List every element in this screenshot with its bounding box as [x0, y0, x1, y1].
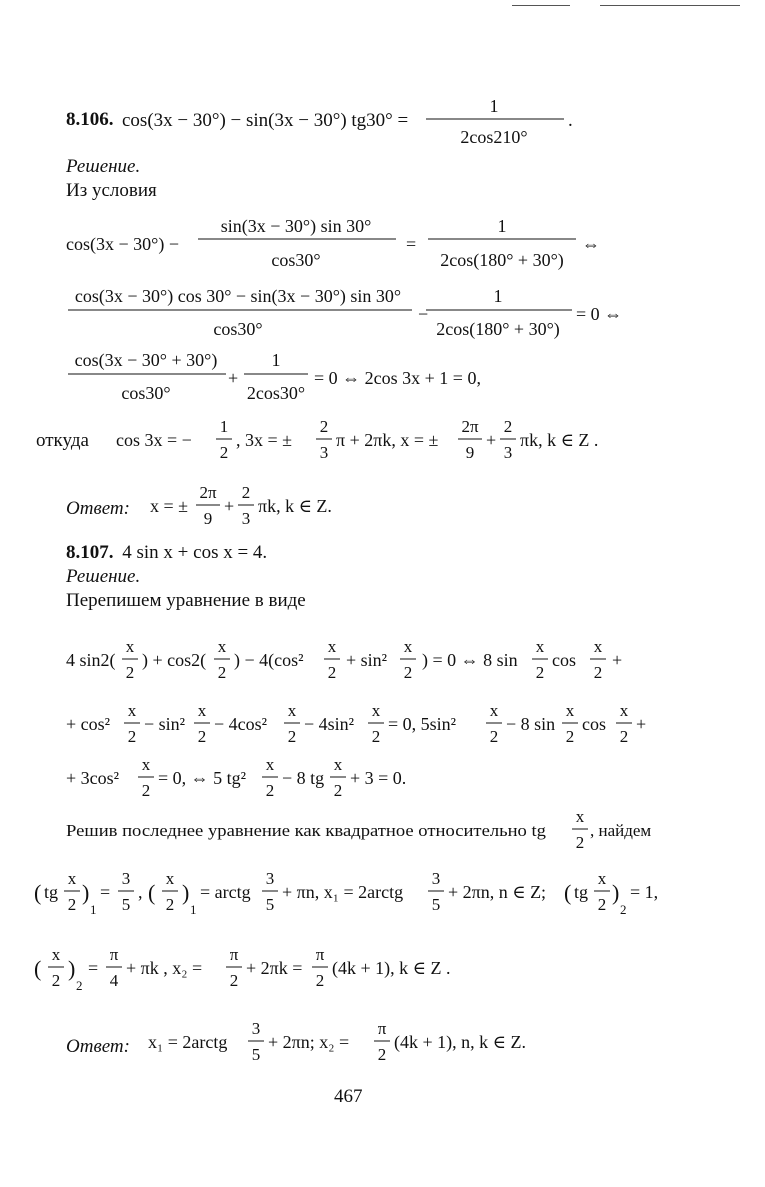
- svg-text:cos30°: cos30°: [121, 383, 171, 403]
- svg-text:x: x: [593, 637, 603, 656]
- svg-text:+: +: [228, 368, 239, 388]
- svg-text:= 0 ⇔ 2cos 3x + 1 = 0,: = 0 ⇔ 2cos 3x + 1 = 0,: [314, 368, 481, 388]
- problem-107-roots-1: [34, 864, 674, 930]
- svg-text:.: .: [568, 110, 573, 131]
- svg-text:2: 2: [575, 833, 585, 852]
- svg-text:−: −: [418, 304, 429, 324]
- problem-107-solution-label: Решение.: [66, 566, 141, 587]
- svg-text:4 sin2(: 4 sin2(: [66, 650, 116, 670]
- svg-text:+ 2πn, n ∈ Z;: + 2πn, n ∈ Z;: [448, 882, 547, 902]
- svg-text:,: ,: [138, 882, 143, 902]
- svg-text:cos30°: cos30°: [271, 250, 321, 270]
- svg-text:x: x: [165, 869, 175, 888]
- svg-text:+: +: [224, 496, 235, 516]
- svg-text:− 8 sin: − 8 sin: [506, 714, 556, 734]
- svg-text:π + 2πk, x = ±: π + 2πk, x = ±: [336, 430, 439, 450]
- svg-text:2π: 2π: [461, 417, 479, 436]
- svg-text:= 0, 5sin²: = 0, 5sin²: [388, 714, 457, 734]
- svg-text:tg: tg: [574, 882, 589, 902]
- svg-text:πk, k ∈ Z .: πk, k ∈ Z .: [520, 430, 599, 450]
- svg-text:1: 1: [497, 216, 507, 236]
- svg-text:2: 2: [219, 443, 229, 462]
- svg-text:π: π: [315, 945, 325, 964]
- svg-text:2: 2: [597, 895, 607, 914]
- svg-text:2: 2: [503, 417, 513, 436]
- svg-text:cos: cos: [582, 714, 606, 734]
- svg-text:5: 5: [251, 1045, 261, 1064]
- svg-text:2: 2: [287, 727, 297, 746]
- svg-text:+ 3cos²: + 3cos²: [66, 768, 120, 788]
- svg-text:π: π: [229, 945, 239, 964]
- svg-text:, 3x = ±: , 3x = ±: [236, 430, 293, 450]
- svg-text:2: 2: [67, 895, 77, 914]
- svg-text:2cos30°: 2cos30°: [246, 383, 306, 403]
- svg-text:3: 3: [503, 443, 513, 462]
- svg-text:9: 9: [203, 509, 213, 528]
- svg-text:(4k + 1), n, k ∈ Z.: (4k + 1), n, k ∈ Z.: [394, 1032, 526, 1052]
- svg-text:x: x: [327, 637, 337, 656]
- svg-text:x: x: [141, 755, 151, 774]
- problem-106-intro: Из условия: [66, 180, 157, 201]
- svg-text:= arctg: = arctg: [200, 882, 251, 902]
- problem-106-step-1: [66, 206, 626, 272]
- svg-text:− sin²: − sin²: [144, 714, 186, 734]
- svg-text:2: 2: [619, 727, 629, 746]
- svg-text:x: x: [565, 701, 575, 720]
- problem-107-step-3: [66, 750, 486, 810]
- svg-text:3: 3: [319, 443, 329, 462]
- svg-text:2: 2: [315, 971, 325, 990]
- svg-text:Решив последнее уравнение как: Решив последнее уравнение как квадратное относительно tg: [66, 821, 547, 840]
- svg-text:+: +: [636, 714, 647, 734]
- svg-text:x: x: [127, 701, 137, 720]
- svg-text:x: x: [197, 701, 207, 720]
- svg-text:1: 1: [489, 96, 499, 116]
- svg-text:2: 2: [51, 971, 61, 990]
- svg-text:3: 3: [265, 869, 275, 888]
- svg-text:x: x: [265, 755, 275, 774]
- svg-text:x = ±: x = ±: [150, 496, 189, 516]
- problem-107-equation: 4 sin x + cos x = 4.: [117, 542, 268, 563]
- svg-text:x: x: [575, 807, 585, 826]
- svg-text:): ): [82, 880, 90, 905]
- svg-text:x: x: [217, 637, 227, 656]
- svg-text:2: 2: [141, 781, 151, 800]
- svg-text:πk, k ∈ Z.: πk, k ∈ Z.: [258, 496, 332, 516]
- svg-text:x: x: [125, 637, 135, 656]
- svg-text:4: 4: [109, 971, 119, 990]
- svg-text:1: 1: [190, 902, 197, 917]
- svg-text:= 1,: = 1,: [630, 882, 659, 902]
- svg-text:(: (: [34, 880, 42, 905]
- svg-text:x: x: [597, 869, 607, 888]
- svg-text:⇔: ⇔: [582, 234, 600, 254]
- svg-text:cos 3x = −: cos 3x = −: [116, 430, 192, 450]
- svg-text:9: 9: [465, 443, 475, 462]
- svg-text:= 0 ⇔: = 0 ⇔: [576, 304, 623, 324]
- svg-text:2: 2: [76, 978, 83, 993]
- svg-text:(4k + 1), k ∈ Z .: (4k + 1), k ∈ Z .: [332, 958, 451, 978]
- svg-text:3: 3: [251, 1019, 261, 1038]
- top-rule-left: [512, 5, 570, 6]
- problem-106-answer: [66, 478, 426, 534]
- svg-text:+: +: [612, 650, 623, 670]
- svg-text:3: 3: [431, 869, 441, 888]
- svg-text:5: 5: [431, 895, 441, 914]
- svg-text:) − 4(cos²: ) − 4(cos²: [234, 650, 304, 670]
- svg-text:2: 2: [265, 781, 275, 800]
- svg-text:+ cos²: + cos²: [66, 714, 111, 734]
- svg-text:2: 2: [377, 1045, 387, 1064]
- problem-107-statement: [66, 542, 267, 564]
- svg-text:x: x: [489, 701, 499, 720]
- svg-text:+ πn, x₁ = 2arctg: + πn, x₁ = 2arctg: [282, 882, 404, 902]
- problem-106-solution-label: Решение.: [66, 156, 141, 177]
- svg-text:2: 2: [620, 902, 627, 917]
- problem-106-statement: [66, 92, 573, 158]
- svg-text:cos(3x − 30°) cos 30° − sin(3x: cos(3x − 30°) cos 30° − sin(3x − 30°) sin 30°: [74, 286, 402, 306]
- problem-107-step-2: [66, 696, 666, 756]
- svg-text:): ): [68, 956, 76, 981]
- svg-text:3: 3: [121, 869, 131, 888]
- svg-text:+ 2πk =: + 2πk =: [246, 958, 303, 978]
- problem-106-whence: [36, 412, 606, 472]
- svg-text:, найдем: , найдем: [590, 821, 652, 840]
- svg-text:1: 1: [271, 350, 281, 370]
- problem-106-step-3: [66, 344, 546, 406]
- problem-107-solving-text: [66, 806, 666, 856]
- problem-107-step-1: [66, 632, 666, 694]
- svg-text:2: 2: [127, 727, 137, 746]
- svg-text:2: 2: [319, 417, 329, 436]
- svg-text:− 4sin²: − 4sin²: [304, 714, 355, 734]
- svg-text:tg: tg: [44, 882, 59, 902]
- top-rule-right: [600, 5, 740, 6]
- svg-text:π: π: [377, 1019, 387, 1038]
- svg-text:x: x: [51, 945, 61, 964]
- svg-text:) + cos2(: ) + cos2(: [142, 650, 207, 670]
- svg-text:2: 2: [565, 727, 575, 746]
- svg-text:x: x: [333, 755, 343, 774]
- svg-text:cos(3x − 30° + 30°): cos(3x − 30° + 30°): [74, 350, 218, 370]
- svg-text:= 0, ⇔ 5 tg²: = 0, ⇔ 5 tg²: [158, 768, 247, 788]
- svg-text:2cos(180° + 30°): 2cos(180° + 30°): [440, 250, 564, 270]
- svg-text:x: x: [287, 701, 297, 720]
- svg-text:2: 2: [197, 727, 207, 746]
- problem-106-equation: [122, 92, 573, 158]
- problem-106-whence-label: откуда: [36, 430, 89, 451]
- svg-text:(: (: [564, 880, 572, 905]
- problem-107-number: 8.107.: [66, 542, 114, 563]
- svg-text:) = 0 ⇔ 8 sin: ) = 0 ⇔ 8 sin: [422, 650, 518, 670]
- svg-text:− 8 tg: − 8 tg: [282, 768, 325, 788]
- svg-text:cos30°: cos30°: [213, 319, 263, 339]
- svg-text:2: 2: [489, 727, 499, 746]
- svg-text:3: 3: [241, 509, 251, 528]
- svg-text:2: 2: [371, 727, 381, 746]
- svg-text:x: x: [371, 701, 381, 720]
- svg-text:x: x: [67, 869, 77, 888]
- svg-text:2: 2: [165, 895, 175, 914]
- svg-text:(: (: [148, 880, 156, 905]
- problem-106-number: 8.106.: [66, 109, 114, 130]
- svg-text:2: 2: [217, 663, 227, 682]
- problem-107-intro: Перепишем уравнение в виде: [66, 590, 306, 611]
- svg-text:cos(3x − 30°) − sin(3x − 30°): cos(3x − 30°) − sin(3x − 30°) tg30° =: [122, 110, 409, 131]
- svg-text:1: 1: [90, 902, 97, 917]
- problem-106-answer-label: Ответ:: [66, 498, 130, 519]
- svg-text:=: =: [406, 234, 417, 254]
- svg-text:2: 2: [327, 663, 337, 682]
- svg-text:): ): [612, 880, 620, 905]
- svg-text:2cos(180° + 30°): 2cos(180° + 30°): [436, 319, 560, 339]
- svg-text:2: 2: [593, 663, 603, 682]
- svg-text:x₁ = 2arctg: x₁ = 2arctg: [148, 1032, 228, 1052]
- problem-107-answer: [66, 1014, 586, 1072]
- svg-text:(: (: [34, 956, 42, 981]
- problem-106-step-2: [66, 280, 646, 342]
- page-number: 467: [334, 1086, 363, 1107]
- svg-text:+ sin²: + sin²: [346, 650, 388, 670]
- svg-text:5: 5: [265, 895, 275, 914]
- svg-text:cos: cos: [552, 650, 576, 670]
- svg-text:=: =: [100, 882, 111, 902]
- svg-text:sin(3x − 30°) sin 30°: sin(3x − 30°) sin 30°: [220, 216, 372, 236]
- svg-text:x: x: [403, 637, 413, 656]
- svg-text:5: 5: [121, 895, 131, 914]
- svg-text:+: +: [486, 430, 497, 450]
- svg-text:1: 1: [219, 417, 229, 436]
- svg-text:x: x: [535, 637, 545, 656]
- svg-text:− 4cos²: − 4cos²: [214, 714, 268, 734]
- svg-text:cos(3x − 30°) −: cos(3x − 30°) −: [66, 234, 179, 254]
- svg-text:2: 2: [333, 781, 343, 800]
- svg-text:2cos210°: 2cos210°: [460, 127, 528, 147]
- svg-text:π: π: [109, 945, 119, 964]
- svg-text:2: 2: [403, 663, 413, 682]
- svg-text:x: x: [619, 701, 629, 720]
- svg-text:+ 3 = 0.: + 3 = 0.: [350, 768, 407, 788]
- svg-text:+ πk , x₂ =: + πk , x₂ =: [126, 958, 203, 978]
- svg-text:2: 2: [241, 483, 251, 502]
- svg-text:+ 2πn; x₂ =: + 2πn; x₂ =: [268, 1032, 350, 1052]
- svg-text:1: 1: [493, 286, 503, 306]
- problem-107-answer-label: Ответ:: [66, 1036, 130, 1057]
- svg-text:2: 2: [535, 663, 545, 682]
- svg-text:2: 2: [125, 663, 135, 682]
- svg-text:): ): [182, 880, 190, 905]
- problem-107-roots-2: [34, 940, 494, 1006]
- svg-text:2π: 2π: [199, 483, 217, 502]
- svg-text:=: =: [88, 958, 99, 978]
- svg-text:2: 2: [229, 971, 239, 990]
